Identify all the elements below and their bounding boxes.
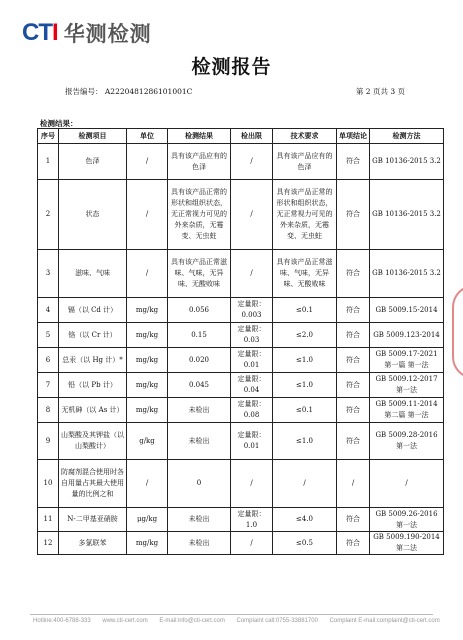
cell-conclusion: 符合	[337, 348, 370, 373]
cell-method: GB 5009.15-2014	[370, 298, 444, 323]
cell-no: 7	[38, 373, 59, 398]
header-item: 检测项目	[59, 129, 127, 144]
cell-no: 10	[38, 460, 59, 508]
cell-result: 未检出	[168, 532, 231, 555]
cell-method: GB 5009.28-2016 第一法	[370, 423, 444, 460]
cell-unit: g/kg	[127, 423, 168, 460]
cell-limit: 定量限：0.03	[231, 323, 273, 348]
cell-requirement: ≤1.0	[273, 348, 337, 373]
cell-limit: 定量限：0.01	[231, 348, 273, 373]
cell-item: 铅（以 Pb 计）	[59, 373, 127, 398]
cell-result: 0.020	[168, 348, 231, 373]
table-header-row	[38, 129, 444, 144]
cell-item: 总汞（以 Hg 计）*	[59, 348, 127, 373]
cell-requirement: ≤0.5	[273, 532, 337, 555]
cell-item: 状态	[59, 180, 127, 250]
section-label: 检测结果：	[40, 119, 78, 128]
page-info: 第 2 页共 3 页	[355, 87, 405, 96]
cell-result: 未检出	[168, 398, 231, 423]
cell-conclusion: 符合	[337, 180, 370, 250]
cell-no: 8	[38, 398, 59, 423]
cell-item: 滋味、气味	[59, 250, 127, 298]
cell-unit: mg/kg	[127, 532, 168, 555]
cell-requirement: /	[273, 460, 337, 508]
cell-conclusion: 符合	[337, 423, 370, 460]
table-row	[38, 180, 444, 250]
cell-limit: 定量限：0.003	[231, 298, 273, 323]
header-limit: 检出限	[231, 129, 273, 144]
official-seal-stamp	[452, 285, 463, 379]
cell-method: GB 5009.17-2021 第一篇 第一法	[370, 348, 444, 373]
cti-logo-mark: CTI	[22, 19, 58, 46]
cell-item: 铬（以 Cr 计）	[59, 323, 127, 348]
cell-result: 具有该产品应有的色泽	[168, 144, 231, 180]
cell-result: 0.045	[168, 373, 231, 398]
footer-website[interactable]: www.cti-cert.com	[102, 618, 148, 624]
cell-limit: /	[231, 532, 273, 555]
cell-method: GB 5009.190-2014 第二法	[370, 532, 444, 555]
cell-requirement: ≤0.1	[273, 398, 337, 423]
header-method: 检测方法	[370, 129, 444, 144]
cell-item: 镉（以 Cd 计）	[59, 298, 127, 323]
cell-no: 4	[38, 298, 59, 323]
cell-limit: 定量限：0.04	[231, 373, 273, 398]
cell-item: N-二甲基亚硝胺	[59, 508, 127, 532]
header-unit: 单位	[127, 129, 168, 144]
cell-unit: mg/kg	[127, 373, 168, 398]
cell-result: 具有该产品正常的形状和组织状态，无正常视力可见的外来杂质，无霉变、无虫蛀	[168, 180, 231, 250]
cell-unit: μg/kg	[127, 508, 168, 532]
cell-requirement: 具有该产品应有的色泽	[273, 144, 337, 180]
cell-limit: 定量限：0.08	[231, 398, 273, 423]
report-number: 报告编号： A2220481286101001C	[65, 87, 193, 96]
table-row	[38, 144, 444, 180]
cell-no: 6	[38, 348, 59, 373]
cell-unit: /	[127, 180, 168, 250]
cell-result: 具有该产品正常滋味、气味，无异味、无酸败味	[168, 250, 231, 298]
report-title: 检测报告	[191, 56, 272, 78]
cell-result: 0.056	[168, 298, 231, 323]
cell-requirement: ≤1.0	[273, 373, 337, 398]
cell-item: 防腐剂混合使用时各自用量占其最大使用量的比例之和	[59, 460, 127, 508]
table-row	[38, 398, 444, 423]
cell-unit: mg/kg	[127, 323, 168, 348]
cell-result: 0.15	[168, 323, 231, 348]
footer	[33, 618, 450, 624]
table-row	[38, 460, 444, 508]
cell-no: 9	[38, 423, 59, 460]
cell-limit: /	[231, 144, 273, 180]
cell-unit: /	[127, 144, 168, 180]
table-row	[38, 423, 444, 460]
cell-limit: /	[231, 180, 273, 250]
cell-limit: 定量限：1.0	[231, 508, 273, 532]
cell-limit: /	[231, 250, 273, 298]
cell-item: 山梨酸及其钾盐（以山梨酸计）	[59, 423, 127, 460]
company-name: 华测检测	[63, 22, 152, 46]
cell-requirement: ≤4.0	[273, 508, 337, 532]
cell-limit: 定量限：0.01	[231, 423, 273, 460]
cell-conclusion: 符合	[337, 144, 370, 180]
header-conclusion: 单项结论	[337, 129, 370, 144]
footer-complaint-call: Complaint call:0755-33881700	[236, 618, 318, 624]
cell-item: 色泽	[59, 144, 127, 180]
results-table	[37, 128, 444, 555]
cell-method: /	[370, 460, 444, 508]
table-row	[38, 250, 444, 298]
header-no: 序号	[38, 129, 59, 144]
footer-complaint-email[interactable]: Complaint E-mail:complaint@cti-cert.com	[329, 618, 440, 624]
cell-conclusion: 符合	[337, 508, 370, 532]
cell-requirement: 具有该产品正常滋味、气味，无异味、无酸败味	[273, 250, 337, 298]
cell-result: 未检出	[168, 508, 231, 532]
cell-conclusion: 符合	[337, 298, 370, 323]
cell-unit: /	[127, 250, 168, 298]
cell-conclusion: 符合	[337, 398, 370, 423]
cell-unit: /	[127, 460, 168, 508]
cell-no: 2	[38, 180, 59, 250]
cell-limit: /	[231, 460, 273, 508]
table-row	[38, 298, 444, 323]
cell-conclusion: 符合	[337, 532, 370, 555]
table-row	[38, 323, 444, 348]
cell-requirement: 具有该产品正常的形状和组织状态，无正常视力可见的外来杂质，无霉变、无虫蛀	[273, 180, 337, 250]
cell-requirement: ≤1.0	[273, 423, 337, 460]
cell-method: GB 5009.12-2017 第一法	[370, 373, 444, 398]
cell-no: 12	[38, 532, 59, 555]
cell-requirement: ≤2.0	[273, 323, 337, 348]
header-result: 检测结果	[168, 129, 231, 144]
cell-result: 未检出	[168, 423, 231, 460]
cell-no: 5	[38, 323, 59, 348]
cell-method: GB 5009.123-2014	[370, 323, 444, 348]
cell-item: 多氯联苯	[59, 532, 127, 555]
cell-no: 1	[38, 144, 59, 180]
table-row	[38, 348, 444, 373]
cell-unit: mg/kg	[127, 348, 168, 373]
footer-email[interactable]: E-mail:info@cti-cert.com	[159, 618, 225, 624]
cell-result: 0	[168, 460, 231, 508]
cell-no: 11	[38, 508, 59, 532]
cell-conclusion: 符合	[337, 250, 370, 298]
footer-divider	[30, 614, 433, 615]
table-row	[38, 373, 444, 398]
cell-conclusion: 符合	[337, 323, 370, 348]
cell-requirement: ≤0.1	[273, 298, 337, 323]
header-requirement: 技术要求	[273, 129, 337, 144]
cell-method: GB 5009.26-2016 第一法	[370, 508, 444, 532]
table-row	[38, 532, 444, 555]
cell-conclusion: /	[337, 460, 370, 508]
cell-unit: mg/kg	[127, 398, 168, 423]
table-row	[38, 508, 444, 532]
cell-unit: mg/kg	[127, 298, 168, 323]
cell-method: GB 5009.11-2014 第二篇 第一法	[370, 398, 444, 423]
cell-conclusion: 符合	[337, 373, 370, 398]
cell-method: GB 10136-2015 3.2	[370, 250, 444, 298]
cell-method: GB 10136-2015 3.2	[370, 144, 444, 180]
footer-hotline: Hotline:400-6788-333	[33, 618, 91, 624]
cell-no: 3	[38, 250, 59, 298]
company-logo	[22, 19, 152, 47]
cell-method: GB 10136-2015 3.2	[370, 180, 444, 250]
cell-item: 无机砷（以 As 计）	[59, 398, 127, 423]
